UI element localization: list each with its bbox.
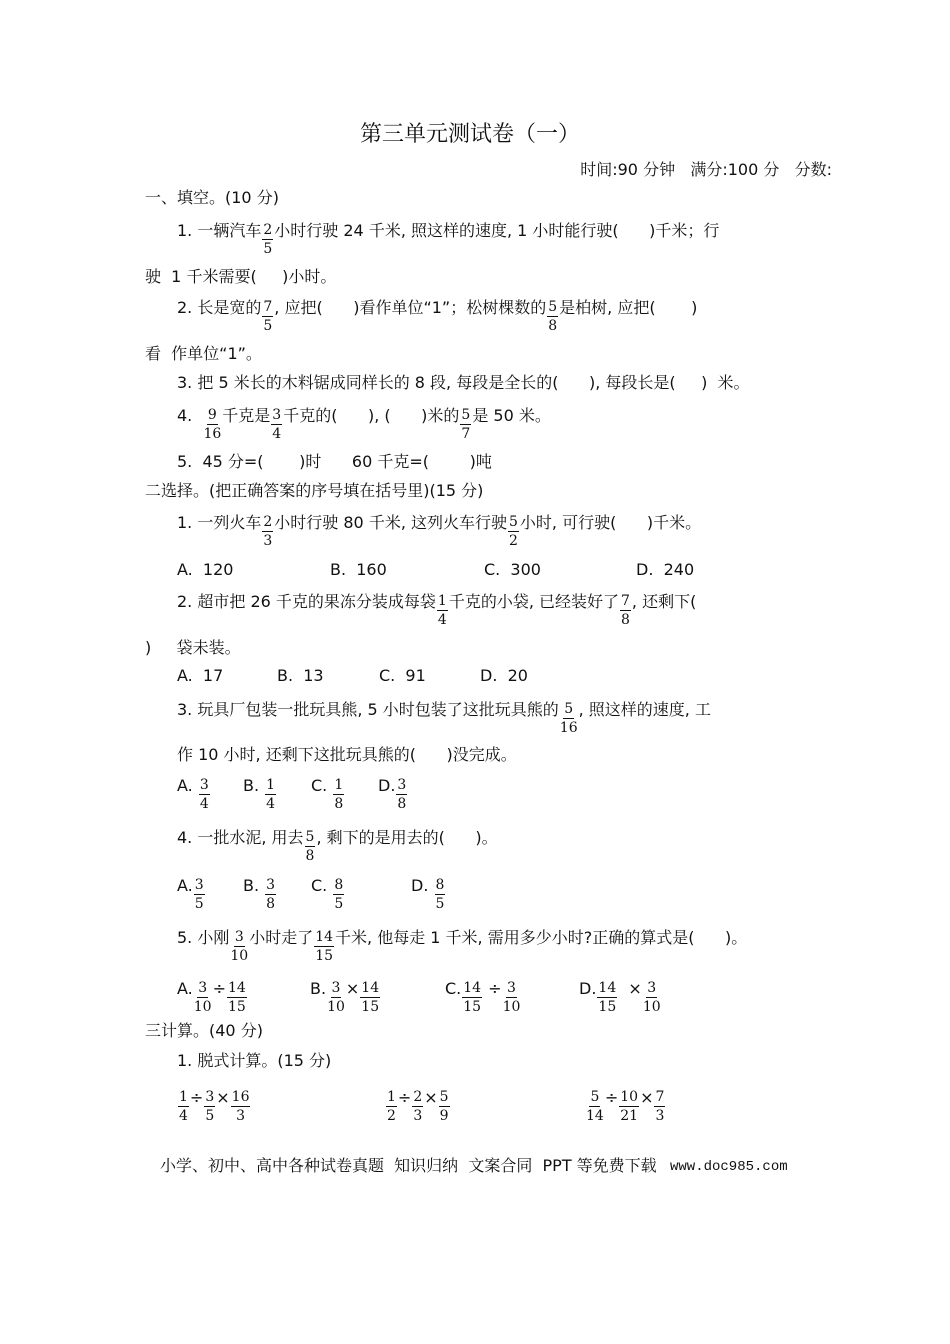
text-segment: C. xyxy=(311,876,333,895)
fraction xyxy=(439,1088,450,1126)
fraction-numerator: 10 xyxy=(620,1089,639,1105)
text-segment: 时间:90 分钟 满分:100 分 分数: xyxy=(580,160,832,179)
fraction xyxy=(265,776,276,814)
fraction-numerator: 5 xyxy=(439,1089,449,1105)
fraction xyxy=(396,776,407,814)
text-segment: B. xyxy=(243,776,265,795)
fraction xyxy=(435,876,446,914)
text-segment: 千克的( ), ( )米的 xyxy=(283,406,460,425)
fraction xyxy=(178,1088,189,1126)
fraction-denominator: 4 xyxy=(199,796,209,812)
expression xyxy=(585,1088,666,1126)
fraction xyxy=(619,1088,639,1126)
fraction-denominator: 4 xyxy=(266,796,276,812)
fraction-numerator: 14 xyxy=(463,980,482,996)
option-d xyxy=(411,876,446,914)
fraction xyxy=(503,979,521,1017)
fraction-numerator: 1 xyxy=(266,777,276,793)
text-segment: C. xyxy=(445,979,462,998)
text-segment: 5. 45 分=( )时 60 千克=( )吨 xyxy=(177,452,492,471)
expression xyxy=(177,1088,251,1126)
fraction xyxy=(227,979,247,1017)
text-segment: , 照这样的速度, 工 xyxy=(578,700,711,719)
text-segment: ÷ xyxy=(483,979,502,998)
fraction-numerator: 3 xyxy=(205,1089,215,1105)
fraction-numerator: 14 xyxy=(598,980,617,996)
fraction-numerator: 3 xyxy=(397,777,407,793)
fraction xyxy=(204,1088,215,1126)
question-text xyxy=(177,406,551,444)
fraction xyxy=(654,1088,665,1126)
fraction-denominator: 8 xyxy=(548,318,558,334)
fraction-numerator: 2 xyxy=(263,514,273,530)
option-d xyxy=(480,666,528,686)
option-a xyxy=(177,979,248,1017)
fraction-denominator: 15 xyxy=(598,999,617,1015)
fraction xyxy=(360,979,380,1017)
option-a xyxy=(177,560,233,580)
option-b xyxy=(243,876,277,914)
text-segment: D. xyxy=(411,876,434,895)
option-d xyxy=(378,776,408,814)
text-segment: D. xyxy=(579,979,597,998)
fraction xyxy=(194,876,205,914)
fraction-denominator: 5 xyxy=(205,1108,215,1124)
fraction-denominator: 14 xyxy=(586,1108,604,1124)
fraction-numerator: 3 xyxy=(194,877,204,893)
fraction-numerator: 3 xyxy=(647,980,657,996)
fraction xyxy=(560,700,578,738)
text-segment: 千克是 xyxy=(222,406,271,425)
text-segment: × xyxy=(640,1088,654,1107)
fraction-denominator: 5 xyxy=(194,896,204,912)
fraction xyxy=(547,298,558,336)
text-segment: 小时行驶 80 千米, 这列火车行驶 xyxy=(274,513,507,532)
fraction-denominator: 4 xyxy=(437,612,447,628)
text-segment: ÷ xyxy=(604,1088,619,1107)
fraction-denominator: 3 xyxy=(236,1108,246,1124)
question-text xyxy=(177,592,696,630)
fraction-numerator: 7 xyxy=(621,593,630,609)
fraction xyxy=(262,298,273,336)
question-text xyxy=(177,1051,331,1071)
fraction-numerator: 5 xyxy=(461,407,471,423)
fraction-numerator: 2 xyxy=(263,222,273,238)
fraction-denominator: 8 xyxy=(334,796,344,812)
fraction-denominator: 8 xyxy=(305,848,315,864)
text-segment: × xyxy=(618,979,642,998)
fraction xyxy=(620,592,631,630)
text-segment: 4. 一批水泥, 用去 xyxy=(177,828,304,847)
text-segment: ) 袋未装。 xyxy=(145,638,241,657)
option-d xyxy=(636,560,694,580)
fraction xyxy=(199,776,210,814)
section-heading-calculation xyxy=(145,1021,263,1041)
text-segment: ÷ xyxy=(212,979,226,998)
fraction-numerator: 2 xyxy=(413,1089,423,1105)
fraction-numerator: 3 xyxy=(331,980,341,996)
text-segment: 三计算。(40 分) xyxy=(145,1021,263,1040)
fraction xyxy=(327,979,345,1017)
question-text xyxy=(177,700,711,738)
option-a xyxy=(177,776,211,814)
text-segment: A. 17 xyxy=(177,666,224,685)
text-segment: D. xyxy=(378,776,396,795)
fraction xyxy=(460,406,471,444)
fraction-denominator: 10 xyxy=(230,948,249,964)
page-title: 第三单元测试卷（一） xyxy=(359,122,580,147)
fraction-denominator: 16 xyxy=(203,426,222,442)
option-a xyxy=(177,876,206,914)
fraction-numerator: 1 xyxy=(387,1089,396,1105)
fraction-denominator: 2 xyxy=(387,1108,396,1124)
text-segment: D. 240 xyxy=(636,560,695,579)
text-segment: C. xyxy=(311,776,333,795)
text-segment: × xyxy=(216,1088,230,1107)
fraction-numerator: 5 xyxy=(548,299,558,315)
fraction xyxy=(262,221,273,259)
fraction-numerator: 8 xyxy=(435,877,445,893)
fraction-numerator: 7 xyxy=(655,1089,665,1105)
text-segment: C. 300 xyxy=(484,560,541,579)
fraction-denominator: 9 xyxy=(439,1108,449,1124)
question-text xyxy=(177,928,747,966)
text-segment: × xyxy=(345,979,360,998)
expression xyxy=(385,1088,451,1126)
text-segment: ÷ xyxy=(397,1088,412,1107)
option-d xyxy=(579,979,662,1017)
text-segment: 一、填空。(10 分) xyxy=(145,188,279,207)
fraction xyxy=(231,1088,251,1126)
fraction xyxy=(412,1088,423,1126)
question-text xyxy=(177,373,750,393)
text-segment: B. xyxy=(243,876,265,895)
option-c xyxy=(445,979,521,1017)
text-segment: 2. 超市把 26 千克的果冻分装成每袋 xyxy=(177,592,436,611)
option-c xyxy=(484,560,541,580)
fraction-denominator: 8 xyxy=(266,896,276,912)
fraction-denominator: 3 xyxy=(655,1108,665,1124)
fraction-denominator: 10 xyxy=(327,999,345,1015)
fraction xyxy=(586,1088,604,1126)
text-segment: 5. 小刚 xyxy=(177,928,230,947)
text-segment: 4. xyxy=(177,406,203,425)
question-text xyxy=(177,513,701,551)
text-segment: A. 120 xyxy=(177,560,234,579)
text-segment: 作 10 小时, 还剩下这批玩具熊的( )没完成。 xyxy=(177,745,517,764)
fraction-numerator: 8 xyxy=(334,877,344,893)
text-segment: , 应把( )看作单位“1”；松树棵数的 xyxy=(274,298,547,317)
text-segment: B. 160 xyxy=(330,560,387,579)
text-segment: 驶 1 千米需要( )小时。 xyxy=(145,267,337,286)
footer-text: 小学、初中、高中各种试卷真题 知识归纳 文案合同 PPT 等免费下载 xyxy=(160,1156,657,1175)
fraction-denominator: 8 xyxy=(397,796,407,812)
fraction-numerator: 3 xyxy=(266,877,276,893)
text-segment: 2. 长是宽的 xyxy=(177,298,262,317)
fraction-denominator: 10 xyxy=(642,999,661,1015)
text-segment: 看 作单位“1”。 xyxy=(145,344,262,363)
fraction-numerator: 3 xyxy=(198,980,208,996)
text-segment: 1. 一列火车 xyxy=(177,513,262,532)
text-segment: 千米, 他每走 1 千米, 需用多少小时?正确的算式是( )。 xyxy=(335,928,748,947)
option-b xyxy=(277,666,324,686)
fraction-denominator: 4 xyxy=(179,1108,188,1124)
text-segment: 是柏树, 应把( ) xyxy=(559,298,698,317)
text-segment: 小时, 可行驶( )千米。 xyxy=(519,513,702,532)
fraction-numerator: 5 xyxy=(509,514,518,530)
fraction-numerator: 14 xyxy=(361,980,380,996)
exam-meta xyxy=(580,160,832,180)
fraction-denominator: 5 xyxy=(263,318,273,334)
fraction-denominator: 2 xyxy=(509,533,518,549)
text-segment: ÷ xyxy=(189,1088,204,1107)
fraction-denominator: 3 xyxy=(413,1108,423,1124)
fraction-denominator: 15 xyxy=(315,948,334,964)
text-segment: 1. 一辆汽车 xyxy=(177,221,262,240)
fraction-numerator: 5 xyxy=(590,1089,600,1105)
fraction xyxy=(462,979,482,1017)
fraction xyxy=(194,979,212,1017)
text-segment: B. 13 xyxy=(277,666,324,685)
fraction-numerator: 3 xyxy=(272,407,282,423)
fraction xyxy=(262,513,273,551)
text-segment: 二选择。(把正确答案的序号填在括号里)(15 分) xyxy=(145,481,484,500)
question-text xyxy=(177,298,697,336)
fraction-numerator: 1 xyxy=(334,777,344,793)
fraction xyxy=(508,513,519,551)
text-segment: A. xyxy=(177,876,193,895)
fraction-numerator: 3 xyxy=(199,777,209,793)
text-segment: C. 91 xyxy=(379,666,426,685)
fraction xyxy=(597,979,617,1017)
fraction xyxy=(203,406,221,444)
question-text xyxy=(177,828,498,866)
fraction xyxy=(333,776,344,814)
text-segment: B. xyxy=(310,979,327,998)
text-segment: A. xyxy=(177,776,198,795)
fraction-numerator: 9 xyxy=(207,407,217,423)
text-segment: A. xyxy=(177,979,193,998)
fraction-denominator: 5 xyxy=(334,896,344,912)
fraction-numerator: 3 xyxy=(507,980,516,996)
text-segment: 3. 玩具厂包装一批玩具熊, 5 小时包装了这批玩具熊的 xyxy=(177,700,559,719)
fraction-denominator: 5 xyxy=(263,241,273,257)
option-b xyxy=(243,776,277,814)
section-heading-choice xyxy=(145,481,483,501)
fraction-numerator: 5 xyxy=(305,829,315,845)
question-text xyxy=(145,267,336,287)
fraction-denominator: 15 xyxy=(227,999,246,1015)
fraction-denominator: 21 xyxy=(620,1108,639,1124)
text-segment: 1. 脱式计算。(15 分) xyxy=(177,1051,332,1070)
text-segment: , 剩下的是用去的( )。 xyxy=(316,828,498,847)
fraction-numerator: 7 xyxy=(263,299,273,315)
text-segment: 千克的小袋, 已经装好了 xyxy=(448,592,619,611)
option-b xyxy=(310,979,381,1017)
fraction xyxy=(314,928,334,966)
fraction-denominator: 7 xyxy=(461,426,471,442)
text-segment: × xyxy=(424,1088,438,1107)
fraction-numerator: 1 xyxy=(179,1089,188,1105)
fraction-denominator: 4 xyxy=(272,426,282,442)
text-segment: 是 50 米。 xyxy=(472,406,551,425)
text-segment: 小时行驶 24 千米, 照这样的速度, 1 小时能行驶( )千米；行 xyxy=(274,221,720,240)
fraction xyxy=(230,928,248,966)
fraction-denominator: 15 xyxy=(463,999,482,1015)
fraction-numerator: 14 xyxy=(315,929,334,945)
text-segment: 3. 把 5 米长的木料锯成同样长的 8 段, 每段是全长的( ), 每段长是( ) 米。 xyxy=(177,373,750,392)
fraction-numerator: 16 xyxy=(231,1089,250,1105)
text-segment: , 还剩下( xyxy=(631,592,697,611)
question-text xyxy=(177,745,517,765)
fraction xyxy=(437,592,448,630)
question-text xyxy=(145,638,241,658)
option-c xyxy=(379,666,426,686)
section-heading-fill-blank xyxy=(145,188,279,208)
fraction-denominator: 15 xyxy=(361,999,380,1015)
fraction-denominator: 10 xyxy=(502,999,521,1015)
fraction-denominator: 3 xyxy=(263,533,273,549)
fraction xyxy=(305,828,316,866)
fraction-denominator: 5 xyxy=(435,896,445,912)
fraction xyxy=(271,406,282,444)
option-c xyxy=(311,876,345,914)
footer-url[interactable]: www.doc985.com xyxy=(670,1159,788,1175)
option-b xyxy=(330,560,387,580)
option-c xyxy=(311,776,345,814)
fraction-denominator: 8 xyxy=(621,612,630,628)
fraction-numerator: 1 xyxy=(437,593,447,609)
fraction-denominator: 10 xyxy=(193,999,212,1015)
option-a xyxy=(177,666,223,686)
fraction-numerator: 5 xyxy=(564,701,574,717)
question-text xyxy=(145,344,262,364)
fraction xyxy=(265,876,276,914)
text-segment: 小时走了 xyxy=(249,928,314,947)
text-segment: D. 20 xyxy=(480,666,528,685)
question-text xyxy=(177,452,492,472)
fraction xyxy=(643,979,661,1017)
question-text xyxy=(177,221,719,259)
fraction-denominator: 16 xyxy=(559,720,578,736)
fraction xyxy=(386,1088,397,1126)
fraction-numerator: 14 xyxy=(227,980,246,996)
fraction-numerator: 3 xyxy=(234,929,244,945)
fraction xyxy=(333,876,344,914)
